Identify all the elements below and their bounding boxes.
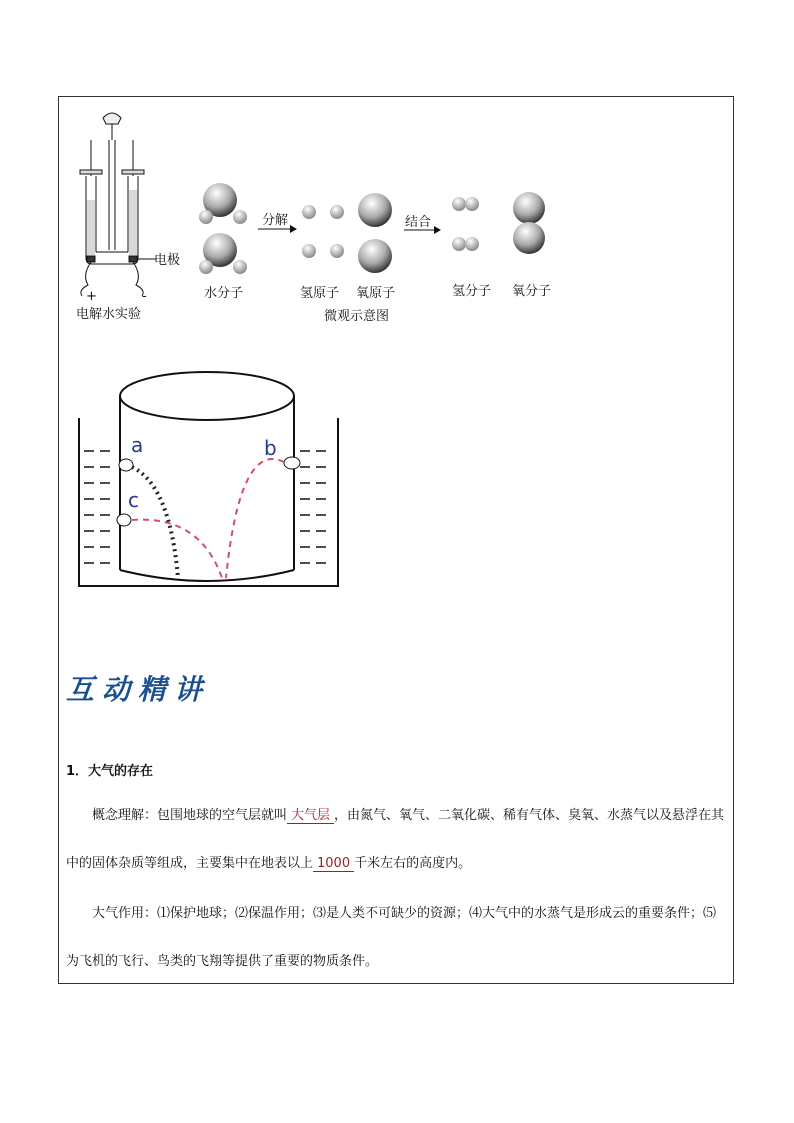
section-title: 1．大气的存在	[66, 764, 154, 779]
apparatus-caption: 电解水实验	[76, 307, 142, 322]
jet-b	[226, 459, 284, 578]
jet-c	[132, 520, 222, 578]
electrode-label: 电极	[154, 253, 181, 268]
concept-paragraph	[66, 792, 728, 888]
effect-paragraph	[66, 890, 728, 986]
holes	[117, 457, 300, 526]
effect-text: 大气作用：⑴保护地球；⑵保温作用；⑶是人类不可缺少的资源；⑷大气中的水蒸气是形成云的重要条件；⑸为飞机的飞行、鸟类的飞翔等提供了重要的物质条件。	[66, 906, 717, 969]
hole-c-label: c	[128, 488, 139, 512]
concept-middle: ，由氮气、氧气、二氧化碳、稀有气体、臭氧、水蒸气以及悬浮在其中的固体杂质等组成，主要集中在地表以上	[66, 808, 725, 871]
water-molecule-label: 水分子	[204, 286, 244, 301]
blank-atmosphere: 大气层	[287, 808, 334, 824]
hydrogen-atom-label: 氢原子	[300, 286, 340, 301]
oxygen-atom-label: 氧原子	[356, 286, 396, 301]
hole-b-label: b	[264, 436, 277, 460]
hole-a-label: a	[131, 433, 144, 457]
oxygen-molecule-label: 氧分子	[512, 284, 552, 299]
decompose-label: 分解	[262, 213, 289, 228]
section-heading: 互动精讲	[66, 673, 211, 706]
jet-a	[132, 467, 178, 578]
combine-label: 结合	[405, 215, 432, 230]
minus-sign: -	[142, 289, 147, 304]
concept-suffix: 千米左右的高度内。	[354, 856, 472, 871]
concept-prefix: 概念理解：包围地球的空气层就叫	[92, 808, 288, 823]
hydrogen-molecule-label: 氢分子	[452, 284, 492, 299]
micro-diagram-caption: 微观示意图	[324, 309, 390, 324]
blank-height: 1000	[313, 856, 354, 872]
plus-sign: +	[86, 289, 97, 304]
